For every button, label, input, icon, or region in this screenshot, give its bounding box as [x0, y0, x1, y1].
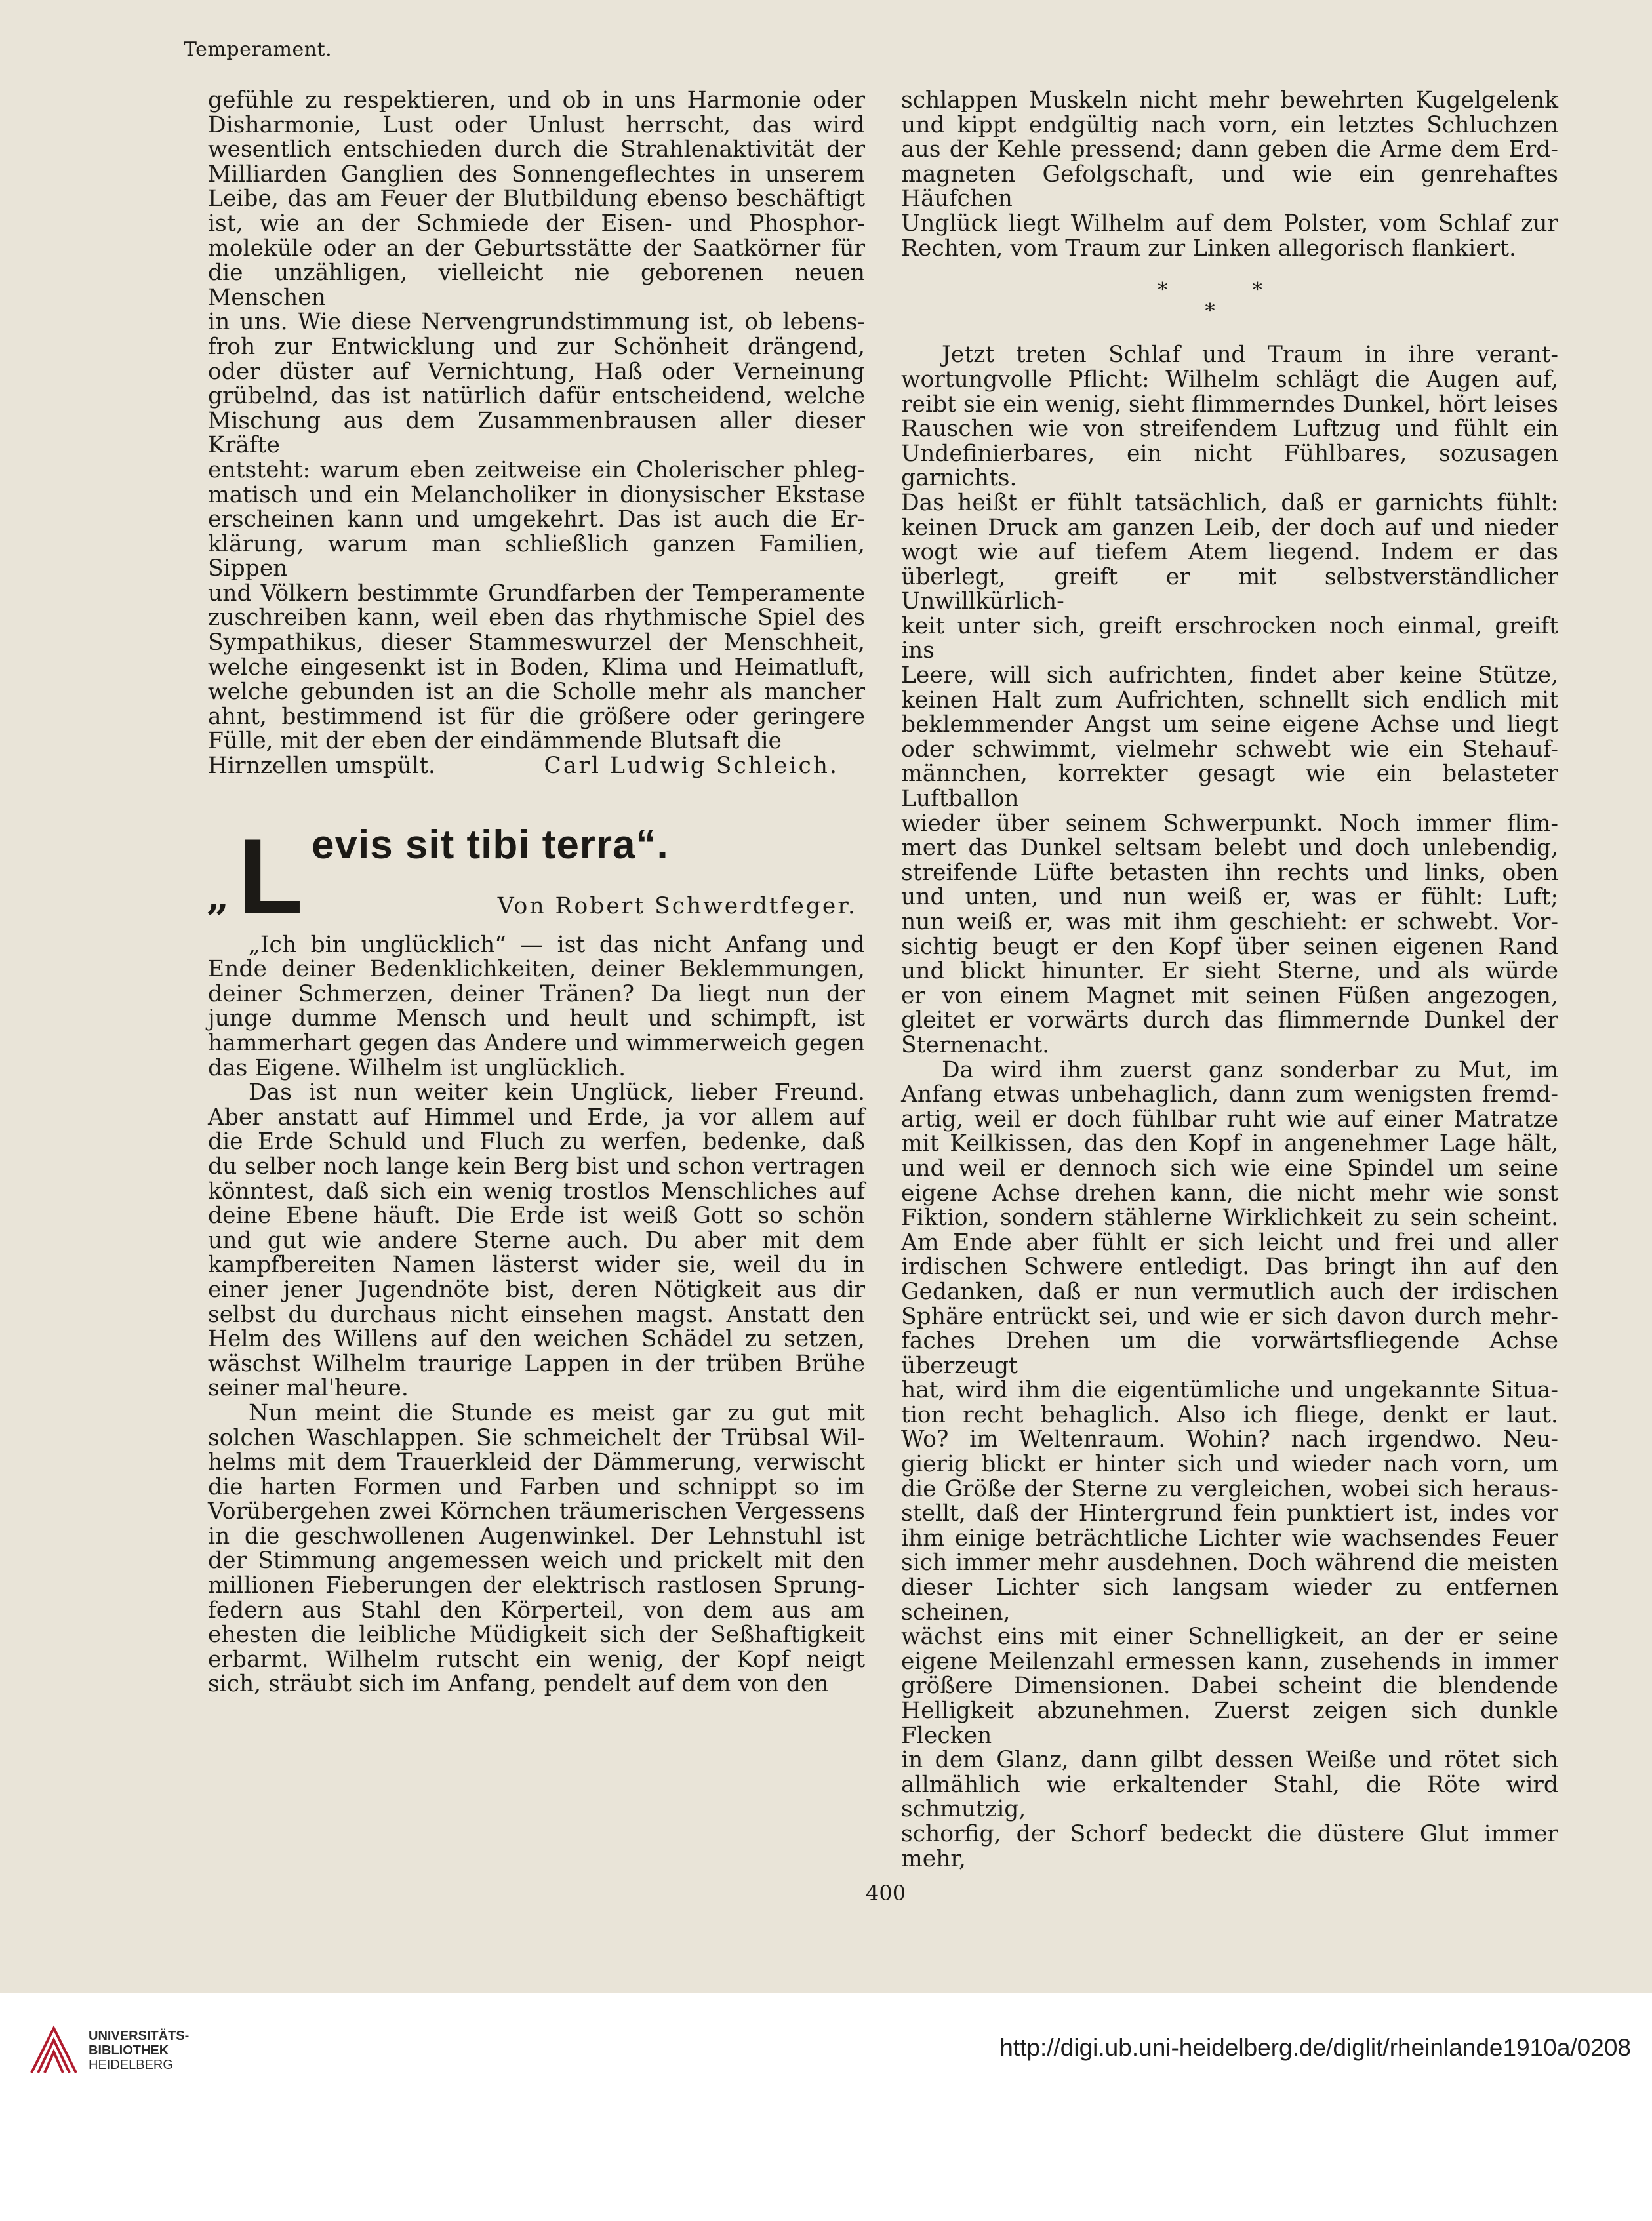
title-open-quote: „: [207, 873, 230, 920]
essay-ending: [208, 89, 865, 754]
title-initial: L: [238, 816, 303, 936]
text-line: Sphäre entrückt sei, und wie er sich davon durch mehr-: [901, 1303, 1558, 1330]
text-line: die Größe der Sterne zu vergleichen, wobei sich heraus-: [901, 1475, 1558, 1502]
text-line: millionen Fieberungen der elektrisch rastlosen Sprung-: [208, 1572, 865, 1599]
paragraph: [901, 1058, 1558, 1872]
text-line: und Völkern bestimmte Grundfarben der Temperamente: [208, 580, 865, 607]
text-line: sich, sträubt sich im Anfang, pendelt auf dem von den: [208, 1671, 829, 1698]
text-line: Gedanken, daß er nun vermutlich auch der irdischen: [901, 1278, 1558, 1305]
text-line: wesentlich entschieden durch die Strahlenaktivität der: [208, 136, 865, 163]
text-line: wogt wie auf tiefem Atem liegend. Indem er das: [901, 539, 1558, 566]
text-line: tion recht behaglich. Also ich fliege, denkt er laut.: [901, 1401, 1558, 1428]
text-line: helms mit dem Trauerkleid der Dämmerung, verwischt: [208, 1449, 865, 1476]
text-line: faches Drehen um die vorwärtsfliegende Achse überzeugt: [901, 1328, 1558, 1379]
text-line: selbst du durchaus nicht einsehen magst. Anstatt den: [208, 1301, 865, 1328]
text-line: Mischung aus dem Zusammenbrausen aller dieser Kräfte: [208, 407, 865, 459]
text-line: Ende deiner Bedenklichkeiten, deiner Beklemmungen,: [208, 956, 865, 983]
text-line: die harten Formen und Farben und schnippt so im: [208, 1473, 865, 1500]
text-line: Aber anstatt auf Himmel und Erde, ja vor allem auf: [208, 1104, 865, 1131]
text-line: beklemmender Angst um seine eigene Achse und liegt: [901, 711, 1558, 738]
text-line: Fiktion, sondern stählerne Wirklichkeit zu sein scheint.: [901, 1205, 1558, 1231]
text-line: in uns. Wie diese Nervengrundstimmung ist, ob lebens-: [208, 309, 865, 336]
running-head: Temperament.: [184, 38, 332, 61]
paragraph: [208, 933, 865, 1081]
text-line: magneten Gefolgschaft, und wie ein genrehaftes Häufchen: [901, 161, 1558, 212]
text-line: Das heißt er fühlt tatsächlich, daß er garnichts fühlt:: [901, 489, 1558, 516]
text-line: federn aus Stahl den Körperteil, von dem aus am: [208, 1597, 865, 1624]
text-line: Vorübergehen zwei Körnchen träumerischen Vergessens: [208, 1498, 865, 1525]
text-line: Rauschen wie von streifendem Luftzug und fühlt ein: [901, 416, 1558, 443]
text-line: Helm des Willens auf den weichen Schädel zu setzen,: [208, 1326, 865, 1353]
text-line: artig, weil er doch fühlbar ruht wie auf einer Matratze: [901, 1106, 1558, 1132]
text-line: seiner mal'heure.: [208, 1375, 409, 1402]
text-line: deiner Schmerzen, deiner Tränen? Da liegt nun der: [208, 980, 865, 1007]
text-line: Fülle, mit der eben der eindämmende Blutsaft die: [208, 728, 782, 755]
text-line: er von einem Magnet mit seinen Füßen angezogen,: [901, 982, 1558, 1009]
text-line: überlegt, greift er mit selbstverständlicher Unwillkürlich-: [901, 563, 1558, 615]
text-line: gleitet er vorwärts durch das flimmernde Dunkel der: [901, 1007, 1558, 1034]
text-line: zuschreiben kann, weil eben das rhythmische Spiel des: [208, 605, 865, 631]
text-line: Undefinierbares, ein nicht Fühlbares, sozusagen garnichts.: [901, 440, 1558, 492]
text-line: grübelnd, das ist natürlich dafür entscheidend, welche: [208, 383, 865, 410]
paragraph: [901, 343, 1558, 1058]
text-line: du selber noch lange kein Berg bist und schon vertragen: [208, 1153, 865, 1180]
text-line: gefühle zu respektieren, und ob in uns Harmonie oder: [208, 87, 865, 113]
text-line: Wo? im Weltenraum. Wohin? nach irgendwo. Neu-: [901, 1426, 1558, 1453]
stars-mid: *: [1205, 299, 1255, 323]
text-line: männchen, korrekter gesagt wie ein belasteter Luftballon: [901, 761, 1558, 812]
byline: Von Robert Schwerdtfeger.: [497, 892, 857, 919]
text-line: keit unter sich, greift erschrocken noch einmal, greift ins: [901, 612, 1558, 664]
text-line: Milliarden Ganglien des Sonnengeflechtes in unserem: [208, 161, 865, 188]
text-line: Disharmonie, Lust oder Unlust herrscht, das wird: [208, 111, 865, 138]
text-line: wächst eins mit einer Schnelligkeit, an der er seine: [901, 1624, 1558, 1651]
text-line: und unten, und nun weiß er, was er fühlt: Luft;: [901, 884, 1558, 911]
paragraph: [208, 1401, 865, 1697]
text-line: das Eigene. Wilhelm ist unglücklich.: [208, 1054, 626, 1081]
text-line: die unzähligen, vielleicht nie geborenen neuen Menschen: [208, 260, 865, 311]
text-line: streifende Lüfte betasten ihn rechts und links, oben: [901, 859, 1558, 886]
text-line: froh zur Entwicklung und zur Schönheit drängend,: [208, 333, 865, 360]
text-line: Am Ende aber fühlt er sich leicht und frei und aller: [901, 1229, 1558, 1256]
text-line: klärung, warum man schließlich ganzen Familien, Sippen: [208, 530, 865, 582]
permalink[interactable]: http://digi.ub.uni-heidelberg.de/diglit/rheinlande1910a/0208: [999, 2034, 1631, 2061]
text-line: matisch und ein Melancholiker in dionysischer Ekstase: [208, 481, 865, 508]
text-line: entsteht: warum eben zeitweise ein Cholerischer phleg-: [208, 456, 865, 483]
paragraph: [208, 1081, 865, 1401]
text-line: Leere, will sich aufrichten, findet aber keine Stütze,: [901, 662, 1558, 689]
text-line: schlappen Muskeln nicht mehr bewehrten Kugelgelenk: [901, 87, 1558, 113]
text-line: wäschst Wilhelm traurige Lappen in der trüben Brühe: [208, 1350, 865, 1377]
library-name: [89, 2029, 189, 2072]
library-name-line2: BIBLIOTHEK: [89, 2043, 169, 2058]
essay-last-line: [208, 754, 865, 779]
text-line: sich immer mehr ausdehnen. Doch während die meisten: [901, 1550, 1558, 1576]
text-line: eigene Achse drehen kann, die nicht mehr wie sonst: [901, 1180, 1558, 1207]
library-name-line1: UNIVERSITÄTS-: [89, 2029, 190, 2043]
text-line: Sympathikus, dieser Stammeswurzel der Menschheit,: [208, 630, 865, 656]
text-line: kampfbereiten Namen lästerst wider sie, weil du in: [208, 1252, 865, 1279]
text-line: welche eingesenkt ist in Boden, Klima und Heimatluft,: [208, 654, 865, 681]
paragraph-continued: [901, 89, 1558, 261]
library-logo-icon: [26, 2023, 81, 2078]
title-text: evis sit tibi terra“.: [312, 822, 669, 868]
text-line: Rechten, vom Traum zur Linken allegorisch flankiert.: [901, 235, 1516, 262]
text-line: hammerhart gegen das Andere und wimmerweich gegen: [208, 1030, 865, 1056]
text-line: nun weiß er, was mit ihm geschieht: er schwebt. Vor-: [901, 909, 1558, 935]
text-line: oder düster auf Vernichtung, Haß oder Verneinung: [208, 358, 865, 385]
text-line: stellt, daß der Hintergrund fein punktiert ist, indes vor: [901, 1500, 1558, 1527]
stars-top: * *: [1158, 279, 1302, 302]
text-line: könntest, daß sich ein wenig trostlos Menschliches auf: [208, 1178, 865, 1205]
text-line: einer jener Jugendnöte bist, deren Nötigkeit aus dir: [208, 1276, 865, 1303]
text-line: Das ist nun weiter kein Unglück, lieber Freund.: [249, 1079, 865, 1106]
article-title: [207, 816, 865, 936]
text-line: mert das Dunkel seltsam belebt und doch unlebendig,: [901, 835, 1558, 862]
text-line: „Ich bin unglücklich“ — ist das nicht Anfang und: [249, 931, 865, 958]
text-line: irdischen Schwere entledigt. Das bringt ihn auf den: [901, 1254, 1558, 1281]
text-line: Da wird ihm zuerst ganz sonderbar zu Mut, im: [942, 1056, 1558, 1083]
author-signature: Carl Ludwig Schleich.: [544, 753, 839, 780]
text-line: und weil er dennoch sich wie eine Spindel um seine: [901, 1155, 1558, 1182]
text-line: Nun meint die Stunde es meist gar zu gut mit: [249, 1399, 865, 1426]
text-line: erbarmt. Wilhelm rutscht ein wenig, der Kopf neigt: [208, 1646, 865, 1673]
text-line: reibt sie ein wenig, sieht flimmerndes Dunkel, hört leises: [901, 391, 1558, 418]
text-line: sichtig beugt er den Kopf über seinen eigenen Rand: [901, 933, 1558, 960]
text-line: größere Dimensionen. Dabei scheint die blendende: [901, 1673, 1558, 1700]
text-line: ahnt, bestimmend ist für die größere oder geringere: [208, 703, 865, 730]
text-line: solchen Waschlappen. Sie schmeichelt der Trübsal Wil-: [208, 1424, 865, 1451]
text-line: moleküle oder an der Geburtsstätte der Saatkörner für: [208, 235, 865, 262]
text-line: erscheinen kann und umgekehrt. Das ist auch die Er-: [208, 506, 865, 533]
text-line: junge dumme Mensch und heult und schimpft, ist: [208, 1005, 865, 1032]
text-line: keinen Halt zum Aufrichten, schnellt sich endlich mit: [901, 687, 1558, 713]
library-footer: [0, 1993, 1652, 2221]
library-name-line3: HEIDELBERG: [89, 2058, 173, 2072]
text-line: Unglück liegt Wilhelm auf dem Polster, vom Schlaf zur: [901, 210, 1558, 237]
left-column: [208, 89, 865, 1697]
text-line: ihm einige beträchtliche Lichter wie wachsendes Feuer: [901, 1525, 1558, 1551]
text-line: der Stimmung angemessen weich und prickelt mit den: [208, 1548, 865, 1574]
text-line: und kippt endgültig nach vorn, ein letztes Schluchzen: [901, 111, 1558, 138]
text-line: hat, wird ihm die eigentümliche und ungekannte Situa-: [901, 1377, 1558, 1404]
text-line: Helligkeit abzunehmen. Zuerst zeigen sich dunkle Flecken: [901, 1698, 1558, 1749]
text-line: ist, wie an der Schmiede der Eisen- und Phosphor-: [208, 210, 865, 237]
text-line: ehesten die leibliche Müdigkeit sich der Seßhaftigkeit: [208, 1622, 865, 1649]
text-line: eigene Meilenzahl ermessen kann, zusehends in immer: [901, 1648, 1558, 1675]
text-line: welche gebunden ist an die Scholle mehr als mancher: [208, 679, 865, 706]
text-line: in die geschwollenen Augenwinkel. Der Lehnstuhl ist: [208, 1523, 865, 1550]
text-line: keinen Druck am ganzen Leib, der doch auf und nieder: [901, 514, 1558, 541]
text-line: wieder über seinem Schwerpunkt. Noch immer flim-: [901, 810, 1558, 837]
text-line: Jetzt treten Schlaf und Traum in ihre verant-: [942, 342, 1558, 369]
text-line: deine Ebene häuft. Die Erde ist weiß Gott so schön: [208, 1203, 865, 1230]
text-line: oder schwimmt, vielmehr schwebt wie ein Stehauf-: [901, 736, 1558, 763]
text-line: wortungvolle Pflicht: Wilhelm schlägt die Augen auf,: [901, 366, 1558, 393]
text-line: Leibe, das am Feuer der Blutbildung ebenso beschäftigt: [208, 186, 865, 212]
text-line: gierig blickt er hinter sich und wieder nach vorn, um: [901, 1451, 1558, 1478]
text-line: und gut wie andere Sterne auch. Du aber mit dem: [208, 1227, 865, 1254]
text-line: dieser Lichter sich langsam wieder zu entfernen scheinen,: [901, 1574, 1558, 1626]
text-line: mit Keilkissen, das den Kopf in angenehmer Lage hält,: [901, 1131, 1558, 1157]
text-line: schorfig, der Schorf bedeckt die düstere Glut immer mehr,: [901, 1820, 1558, 1872]
text-line: und blickt hinunter. Er sieht Sterne, und als würde: [901, 958, 1558, 985]
page-number: 400: [866, 1881, 906, 1906]
section-break: [901, 278, 1558, 323]
text-line: die Erde Schuld und Fluch zu werfen, bedenke, daß: [208, 1129, 865, 1155]
text-line: in dem Glanz, dann gilbt dessen Weiße und rötet sich: [901, 1747, 1558, 1774]
text-line: allmählich wie erkaltender Stahl, die Röte wird schmutzig,: [901, 1771, 1558, 1823]
text-line: aus der Kehle pressend; dann geben die Arme dem Erd-: [901, 136, 1558, 163]
last-line-text: Hirnzellen umspült.: [208, 753, 435, 780]
text-line: Anfang etwas unbehaglich, dann zum wenigsten fremd-: [901, 1081, 1558, 1108]
text-line: Sternenacht.: [901, 1031, 1050, 1058]
right-column: [901, 89, 1558, 1871]
